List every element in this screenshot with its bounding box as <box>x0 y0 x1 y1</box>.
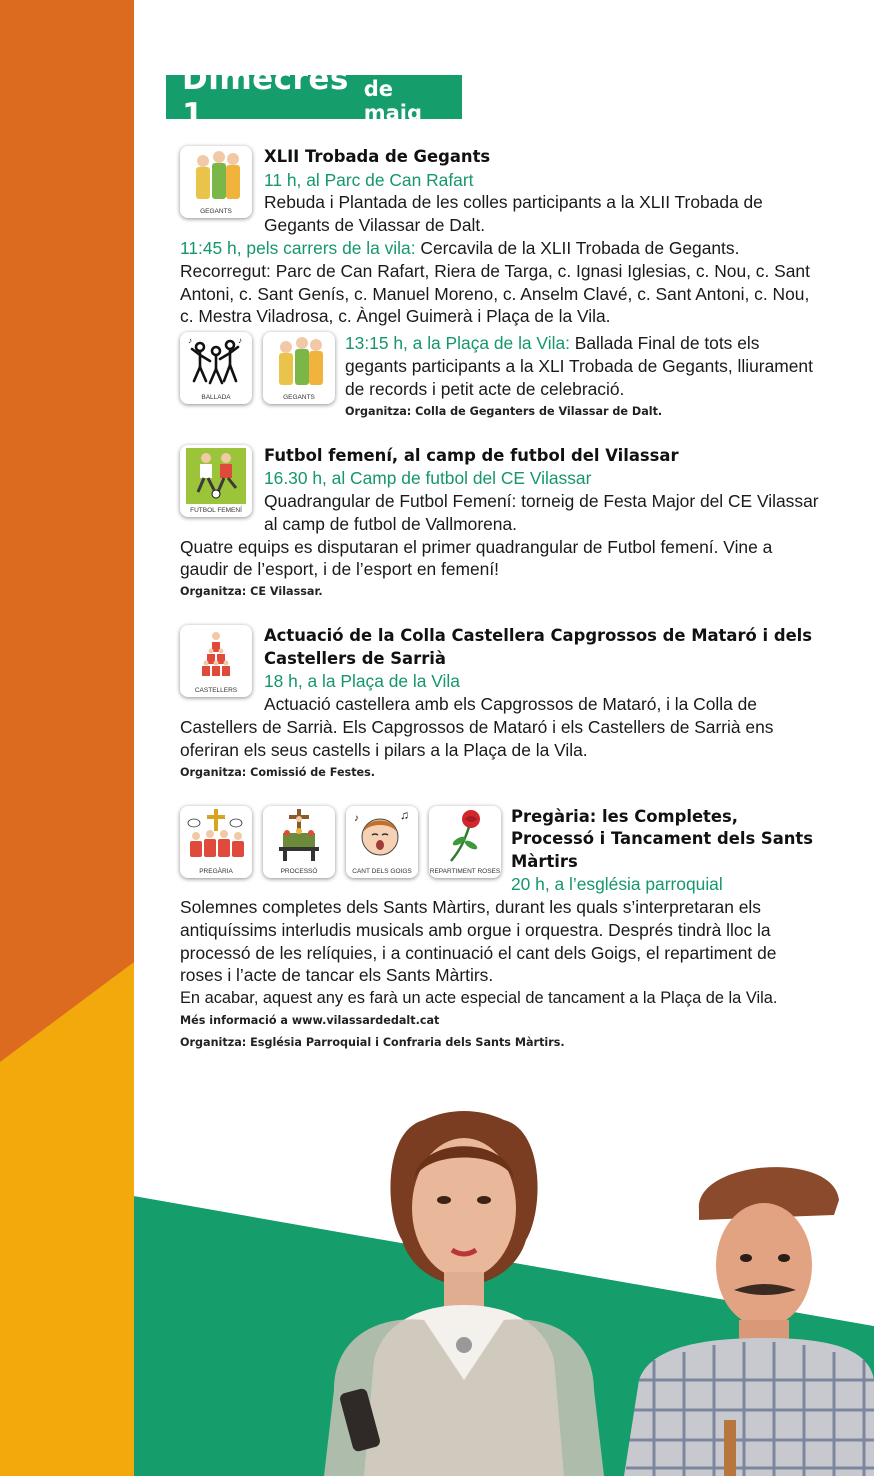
event-time: 20 h, a l’església parroquial <box>511 874 723 895</box>
event-time: 11 h, al Parc de Can Rafart <box>264 169 474 190</box>
event-description: Rebuda i Plantada de les colles participants a la XLII Trobada de Gegants de Vilassar de Dalt. <box>264 192 763 236</box>
gegants-icon: GEGANTS <box>180 146 252 218</box>
more-info-text: Més informació a www.vilassardedalt.cat <box>180 1014 440 1028</box>
svg-text:♪: ♪ <box>354 812 359 824</box>
event-description: Quadrangular de Futbol Femení: torneig de Festa Major del CE Vilassar al camp de futbol de Vallmorena. <box>264 490 819 534</box>
left-color-band <box>0 0 134 1476</box>
cercavila-line: 11:45 h, pels carrers de la vila: Cercavila de la XLII Trobada de Gegants. <box>180 237 740 258</box>
futbol-femeni-icon: FUTBOL FEMENÍ <box>180 445 252 517</box>
event-castellers <box>180 625 820 783</box>
route-text: Recorregut: Parc de Can Rafart, Riera de Targa, c. Ignasi Iglesias, c. Nou, c. Sant Antoni, c. Sant Genís, c. Manuel Moreno, c. Anselm Clavé, c. Sant Antoni, c. Nou, c. Mestra Viladrosa, c. Àngel Guimerà i Plaça de la Vila. <box>180 260 810 327</box>
events-list <box>180 140 820 1054</box>
final-ballada-text: 13:15 h, a la Plaça de la Vila: Ballada Final de tots els gegants participants a la XLI Trobada de Gegants, lliurament de records i petit acte de celebració. <box>345 333 813 399</box>
event-description: Solemnes completes dels Sants Màrtirs, durant les quals s’interpretaran els antiquíssims interludis musicals amb orgue i orquestra. Després tindrà lloc la processó de les relíquies, i a continuació el cant dels Goigs, el repartiment de roses i l’acte de tancar els Sants Màrtirs. <box>180 897 777 986</box>
repartiment-roses-icon: REPARTIMENT ROSES <box>429 806 501 878</box>
svg-text:♪: ♪ <box>188 336 192 346</box>
event-extra: Quatre equips es disputaran el primer quadrangular de Futbol femení. Vine a gaudir de l’esport, i de l’esport en femení! <box>180 536 773 580</box>
event-extra: En acabar, aquest any es farà un acte especial de tancament a la Plaça de la Vila. <box>180 989 778 1008</box>
day-banner-month: de maig <box>363 77 422 125</box>
event-time: 16.30 h, al Camp de futbol del CE Vilassar <box>264 468 592 489</box>
cant-dels-goigs-icon: ♪ ♫ CANT DELS GOIGS <box>346 806 418 878</box>
day-banner <box>166 61 462 133</box>
giants-photo <box>134 1090 874 1476</box>
castellers-icon: CASTELLERS <box>180 625 252 697</box>
day-banner-date: Dimecres 1 <box>182 61 349 133</box>
organizer: Organitza: Colla de Geganters de Vilassar de Dalt. <box>345 404 663 418</box>
event-futbol <box>180 445 820 604</box>
organizer: Organitza: Església Parroquial i Confraria dels Sants Màrtirs. <box>180 1036 565 1050</box>
event-description: Actuació castellera amb els Capgrossos de Mataró, i la Colla de Castellers de Sarrià. Els Capgrossos de Mataró i els Castellers de Sarrià ens oferiran els seus castells i pilars a la Plaça de la Vila. <box>180 694 774 760</box>
event-time: 18 h, a la Plaça de la Vila <box>264 671 460 692</box>
svg-text:♪: ♪ <box>238 336 242 346</box>
svg-text:♫: ♫ <box>400 808 409 822</box>
event-title: XLII Trobada de Gegants <box>264 147 491 166</box>
pregaria-icon: PREGÀRIA <box>180 806 252 878</box>
ballada-icon: ♪ ♪ BALLADA <box>180 332 252 404</box>
event-pregaria <box>180 806 820 1055</box>
event-title: Futbol femení, al camp de futbol del Vilassar <box>264 445 679 465</box>
gegants-icon: GEGANTS <box>263 332 335 404</box>
event-title: Actuació de la Colla Castellera Capgrossos de Mataró i dels Castellers de Sarrià <box>264 626 813 668</box>
event-title: Pregària: les Completes, Processó i Tancament dels Sants Màrtirs <box>511 806 814 871</box>
organizer: Organitza: CE Vilassar. <box>180 585 323 599</box>
organizer: Organitza: Comissió de Festes. <box>180 765 376 779</box>
event-gegants <box>180 146 820 423</box>
processo-icon: PROCESSÓ <box>263 806 335 878</box>
